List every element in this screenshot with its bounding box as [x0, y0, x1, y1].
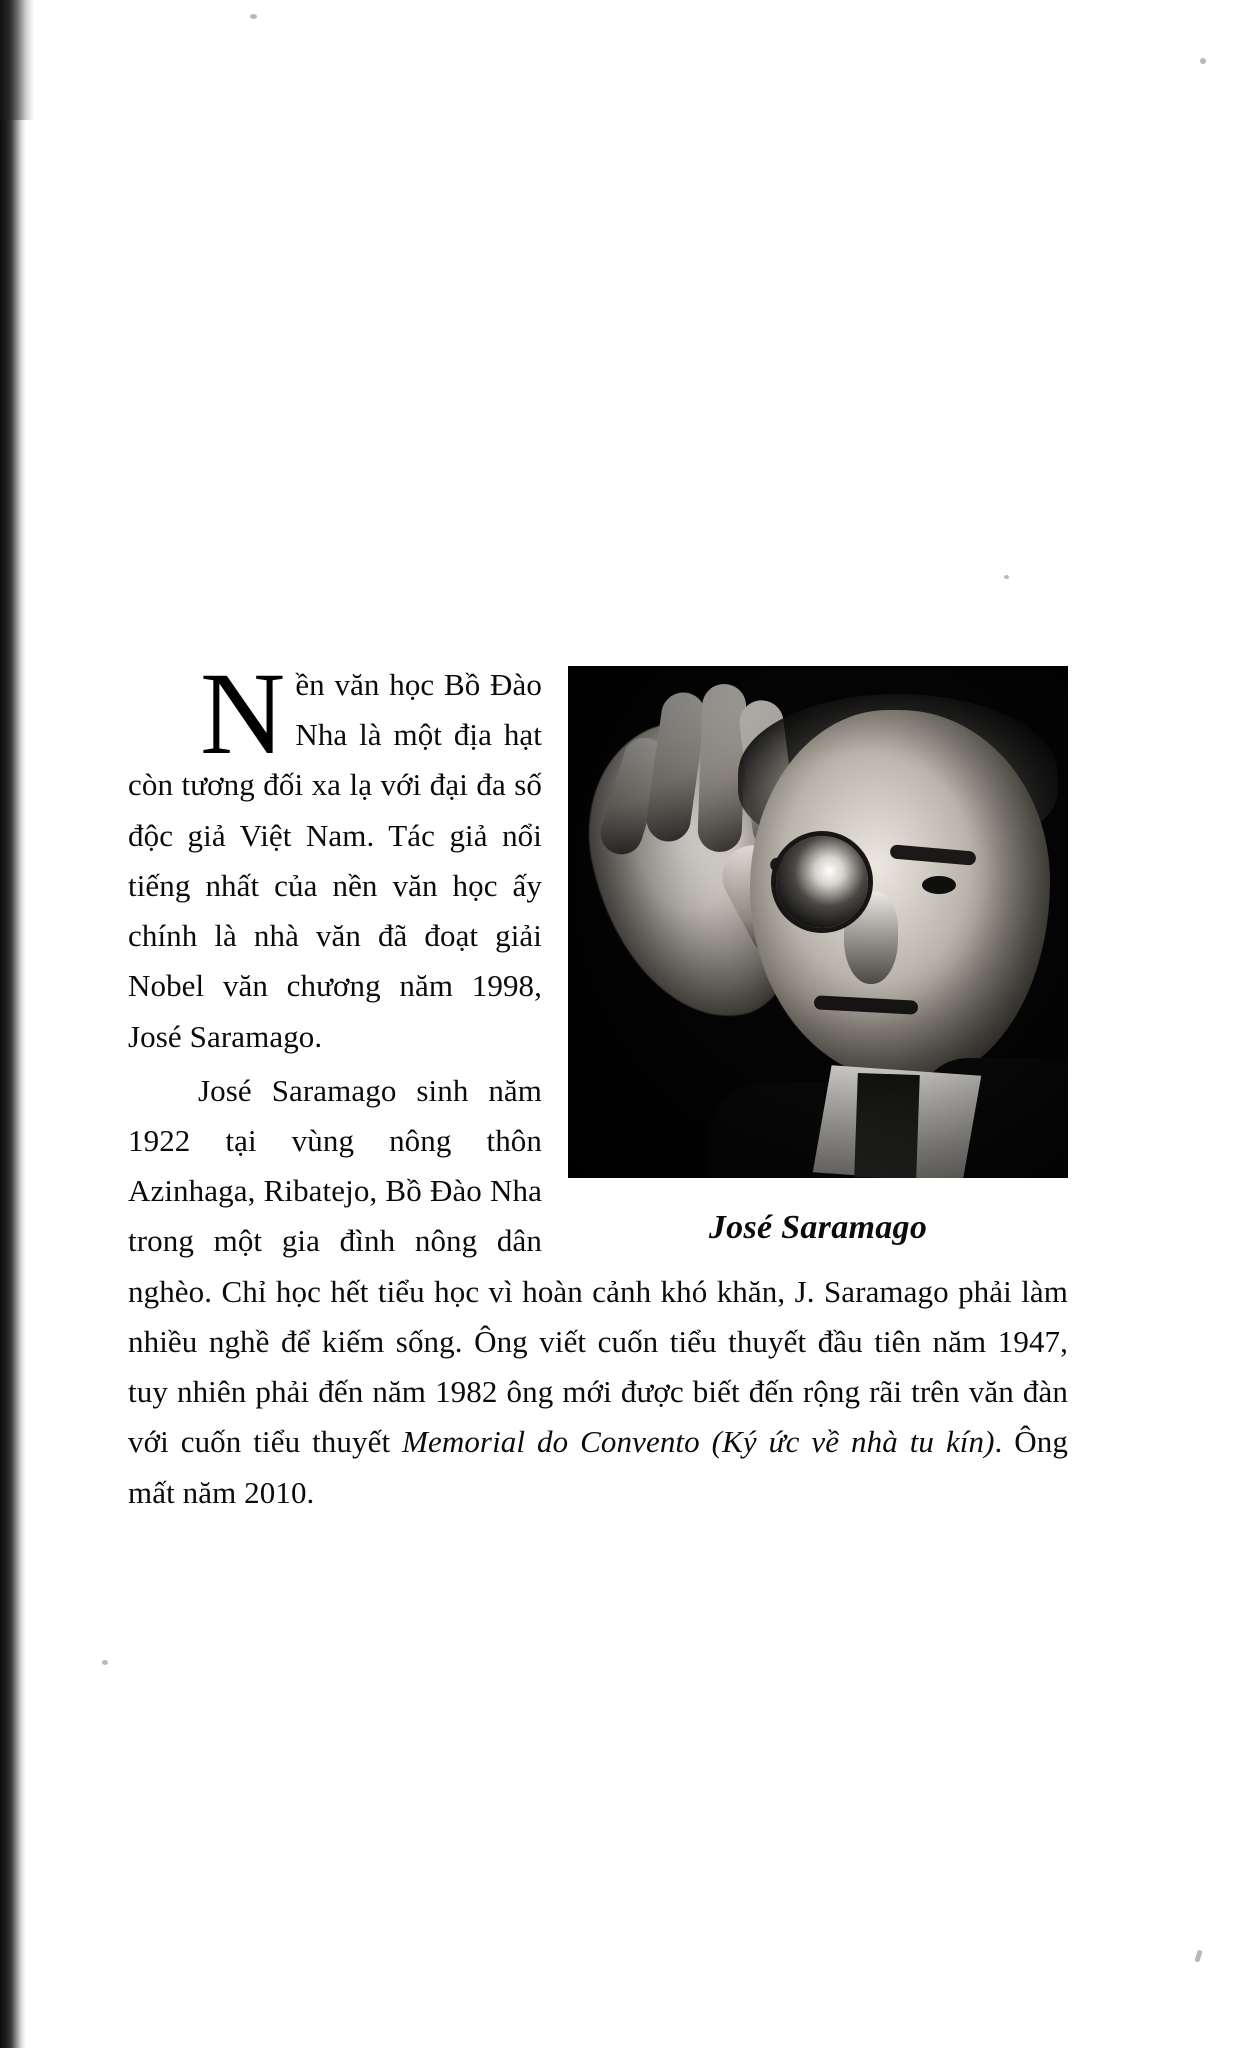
paragraph-biography-text-a: José Saramago sinh năm 1922 tại vùng nông thôn Azinhaga, Ribatejo, Bồ Đào Nha trong một gia đình nông dân nghèo. Chỉ học hết tiểu học vì hoàn cảnh khó khăn, J. Saramago phải làm nhiều nghề để kiếm sống. Ông viết cuốn tiểu thuyết đầu tiên năm 1947, tuy nhiên phải đến năm 1982 ông mới được biết đến rộng rãi trên văn đàn với cuốn tiểu thuyết: [128, 1072, 1068, 1460]
portrait-photo: [568, 666, 1068, 1178]
photo-vignette: [568, 666, 1068, 1178]
article-text: [128, 648, 1068, 1522]
paragraph-biography-text-b: . Ông mất năm 2010.: [128, 1424, 1068, 1510]
scan-speck: [1200, 58, 1206, 64]
scan-edge-shadow-top: [0, 0, 34, 120]
figure-caption: José Saramago: [708, 1209, 928, 1246]
scan-speck: [1004, 575, 1009, 579]
scan-speck: [1194, 1950, 1202, 1963]
scan-edge-shadow: [0, 0, 26, 2048]
drop-cap: N: [200, 648, 286, 779]
book-title-italic: Memorial do Convento (Ký ức về nhà tu kín): [402, 1424, 995, 1460]
figure-portrait: [568, 666, 1068, 1255]
scan-speck: [102, 1660, 108, 1665]
page-body: [128, 648, 1068, 1522]
scan-speck: [250, 14, 257, 19]
paragraph-intro-text: ền văn học Bồ Đào Nha là một địa hạt còn tương đối xa lạ với đại đa số độc giả Việt Nam. Tác giả nổi tiếng nhất của nền văn học ấy chính là nhà văn đã đoạt giải Nobel văn chương năm 1998, José Saramago.: [128, 667, 542, 1054]
